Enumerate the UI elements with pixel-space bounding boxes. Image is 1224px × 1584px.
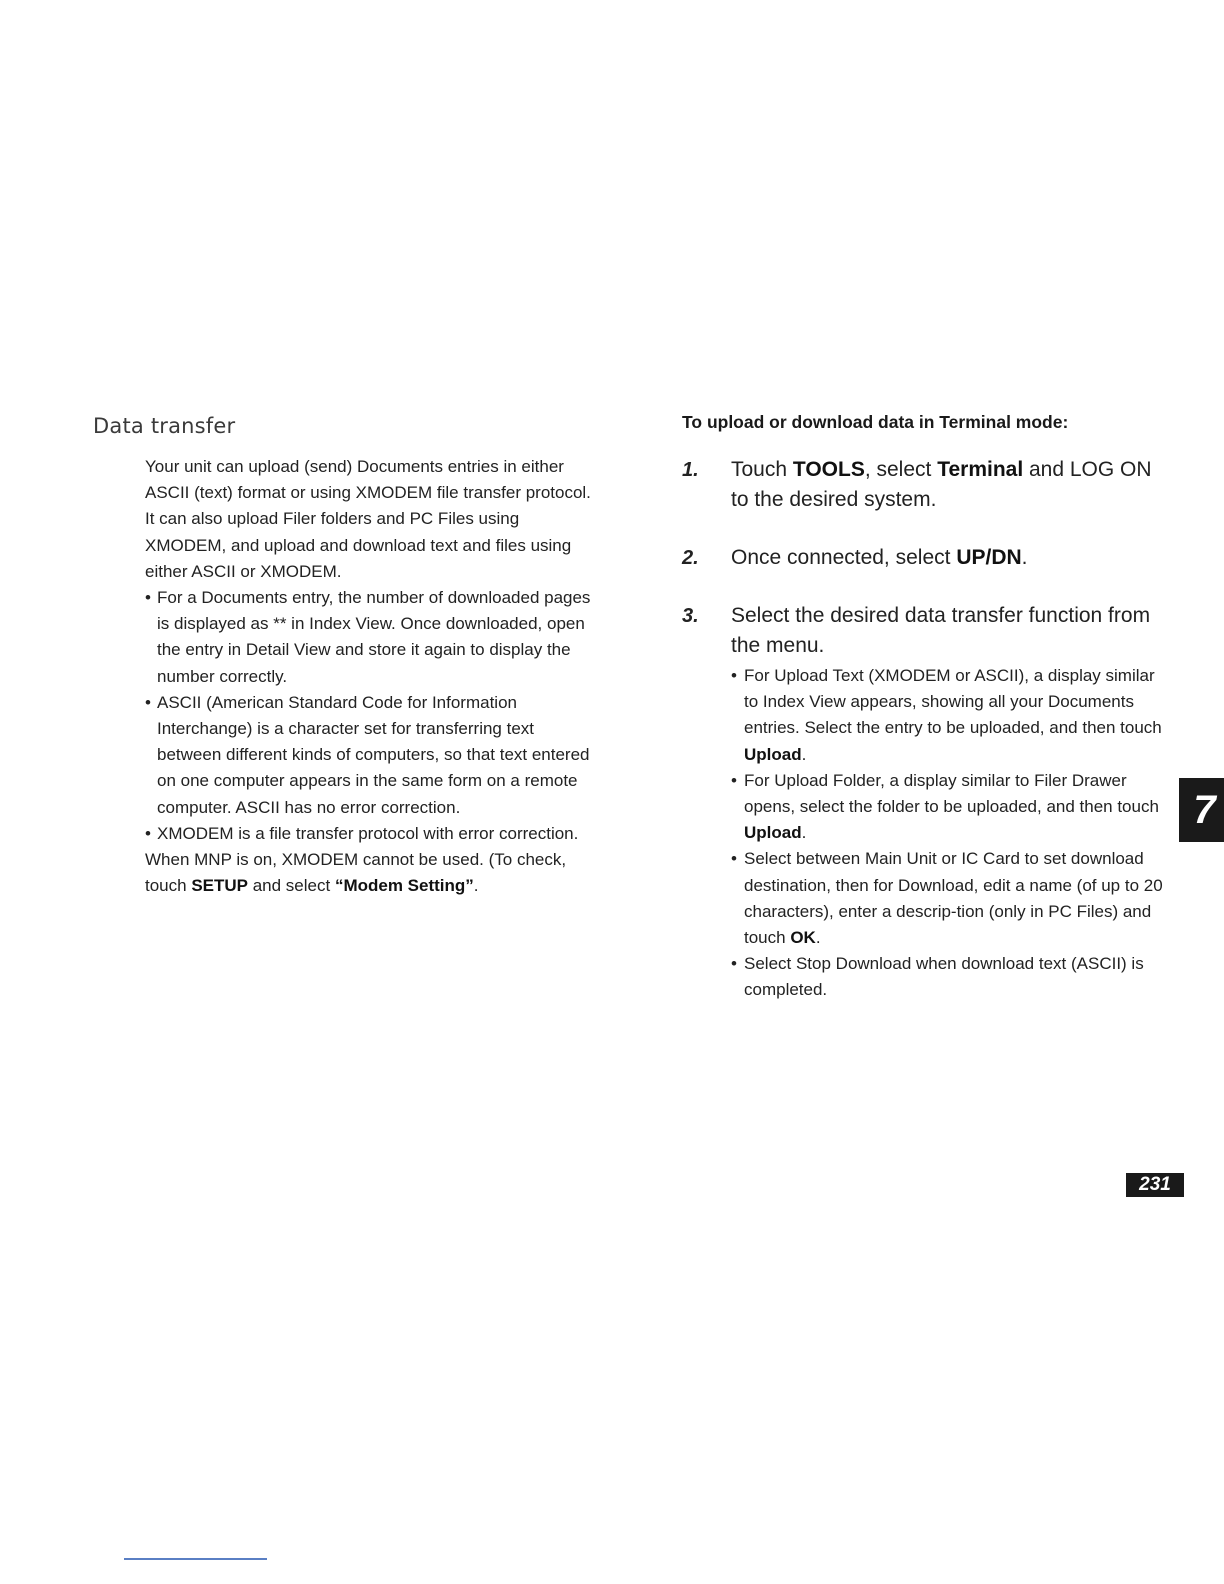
left-body: [145, 454, 593, 899]
step-3-bullets: [731, 663, 1172, 1004]
step-text: Touch TOOLS, select Terminal and LOG ON to the desired system.: [731, 458, 1152, 511]
step-number: 1.: [682, 459, 699, 481]
list-item: • ASCII (American Standard Code for Information Interchange) is a character set for transferring text between different kinds of computers, so that text entered on one computer appears in the same form on a remote computer. ASCII has no error correction.: [145, 690, 593, 821]
section-title: Data transfer: [93, 414, 236, 438]
list-item: • For a Documents entry, the number of downloaded pages is displayed as ** in Index View. Once downloaded, open the entry in Detail View and store it again to display the number correctly.: [145, 585, 593, 690]
bullet-icon: •: [731, 849, 737, 869]
bullet-icon: •: [731, 666, 737, 685]
list-item: • XMODEM is a file transfer protocol with error correction.: [145, 821, 593, 847]
step-3: [682, 601, 1172, 1004]
step-number: 2.: [682, 547, 699, 569]
list-item: • For Upload Text (XMODEM or ASCII), a display similar to Index View appears, showing all your Documents entries. Select the entry to be uploaded, and then touch Upload.: [731, 663, 1172, 768]
step-text: Once connected, select UP/DN.: [731, 546, 1028, 569]
bullet-icon: •: [731, 954, 737, 974]
intro-paragraph: Your unit can upload (send) Documents entries in either ASCII (text) format or using XMODEM file transfer protocol. It can also upload Filer folders and PC Files using XMODEM, and upload and download text and files using either ASCII or XMODEM.: [145, 457, 591, 581]
step-2: [682, 543, 1172, 573]
bullet-icon: •: [145, 588, 151, 608]
step-1: [682, 455, 1172, 515]
page-number: 231: [1126, 1173, 1184, 1197]
bullet-icon: •: [731, 770, 737, 790]
list-item: • Select Stop Download when download text (ASCII) is completed.: [731, 951, 1172, 1003]
right-column: [682, 412, 1172, 1032]
list-item: • For Upload Folder, a display similar to Filer Drawer opens, select the folder to be uploaded, and then touch Upload.: [731, 768, 1172, 847]
step-text: Select the desired data transfer function from the menu.: [731, 604, 1151, 657]
bullet-icon: •: [145, 823, 151, 843]
left-column: [93, 414, 593, 899]
list-item: • Select between Main Unit or IC Card to set download destination, then for Download, edit a name (of up to 20 characters), enter a descrip-tion (only in PC Files) and touch OK.: [731, 846, 1172, 951]
chapter-tab: 7: [1179, 778, 1224, 842]
step-number: 3.: [682, 605, 699, 627]
procedure-heading: To upload or download data in Terminal mode:: [682, 412, 1069, 432]
footnote-divider: [124, 1558, 267, 1560]
mnp-note: When MNP is on, XMODEM cannot be used. (To check, touch SETUP and select “Modem Setting”.: [145, 850, 567, 896]
bullet-icon: •: [145, 692, 151, 712]
